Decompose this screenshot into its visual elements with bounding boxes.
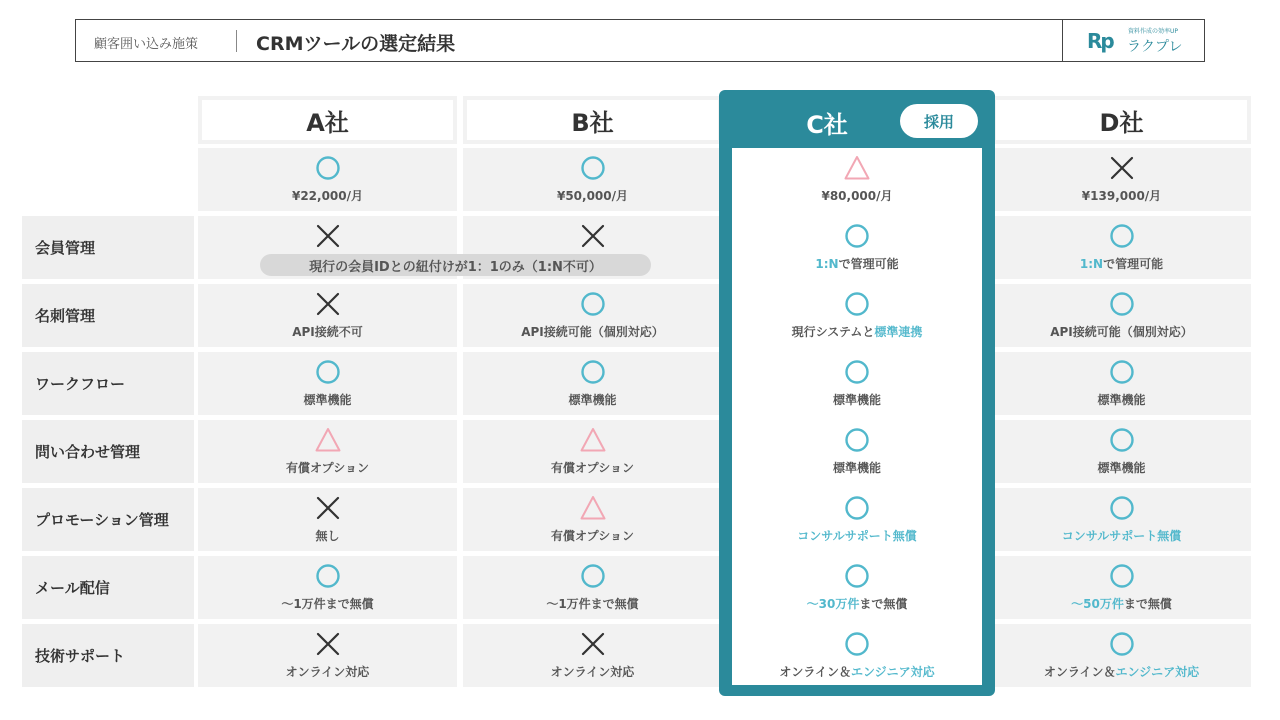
cross-icon [315, 291, 341, 317]
circle-icon [580, 291, 606, 317]
cell-text [303, 391, 351, 408]
table-cell [198, 556, 457, 612]
cell-text [1097, 459, 1145, 476]
triangle-icon [844, 155, 870, 181]
plain-text: 標準機能 [832, 393, 881, 407]
plain-text: 有償オプション [551, 529, 634, 543]
price-cell [732, 148, 982, 204]
cell-text [292, 323, 363, 340]
cell-text [1080, 255, 1163, 272]
cross-icon [580, 223, 606, 249]
circle-icon [1109, 223, 1135, 249]
plain-text: 無し [315, 529, 340, 543]
breadcrumb: 顧客囲い込み施策 [94, 37, 199, 52]
table-cell [463, 284, 722, 340]
triangle-icon [580, 427, 606, 453]
plain-text: で管理可能 [1103, 257, 1164, 271]
cell-text [1062, 527, 1181, 544]
price-text: ¥80,000/月 [821, 189, 893, 203]
column-header-label: C社 [806, 110, 848, 139]
row-label: ワークフロー [22, 352, 194, 415]
table-cell [992, 420, 1251, 476]
plain-text: まで無償 [859, 597, 908, 611]
cross-icon [580, 631, 606, 657]
logo-tagline: 資料作成の効率UP [1128, 28, 1179, 35]
circle-icon [1109, 291, 1135, 317]
column-header-label: A社 [202, 100, 453, 140]
table-cell [463, 488, 722, 544]
adopted-badge: 採用 [900, 104, 978, 138]
circle-icon [580, 155, 606, 181]
highlight-text: エンジニア対応 [1115, 665, 1200, 679]
page-title: CRMツールの選定結果 [256, 33, 456, 55]
circle-icon [1109, 495, 1135, 521]
plain-text: 有償オプション [286, 461, 369, 475]
plain-text: 標準機能 [1097, 461, 1146, 475]
plain-text: で管理可能 [838, 257, 899, 271]
cross-icon [315, 495, 341, 521]
highlight-text: 1:N [815, 257, 839, 271]
cell-text [551, 663, 635, 680]
highlight-text: ～50万件 [1071, 597, 1124, 611]
table-cell [992, 284, 1251, 340]
plain-text: API接続不可 [292, 325, 363, 339]
price-text: ¥50,000/月 [556, 189, 629, 203]
table-cell [463, 624, 722, 680]
column-header-label: B社 [467, 100, 718, 140]
cell-text [833, 391, 881, 408]
circle-icon [580, 359, 606, 385]
logo-mark-icon: Rp [1087, 29, 1113, 53]
price-cell [463, 148, 722, 204]
price-cell [992, 148, 1251, 204]
triangle-icon [315, 427, 341, 453]
cell-text [281, 595, 373, 612]
cell-text [1050, 323, 1193, 340]
cell-text [521, 323, 664, 340]
row-label: 名刺管理 [22, 284, 194, 347]
table-cell [463, 556, 722, 612]
table-cell [992, 216, 1251, 272]
circle-icon [844, 495, 870, 521]
table-cell [198, 488, 457, 544]
circle-icon [1109, 563, 1135, 589]
circle-icon [1109, 631, 1135, 657]
cross-icon [315, 223, 341, 249]
highlight-text: コンサルサポート無償 [1061, 529, 1182, 543]
table-cell [732, 216, 982, 272]
circle-icon [844, 631, 870, 657]
cell-text [815, 255, 898, 272]
triangle-icon [580, 495, 606, 521]
plain-text: 標準機能 [832, 461, 881, 475]
logo [1062, 20, 1204, 61]
plain-text: 標準機能 [1097, 393, 1146, 407]
cell-text [551, 459, 634, 476]
circle-icon [844, 223, 870, 249]
circle-icon [844, 359, 870, 385]
table-cell [198, 284, 457, 340]
plain-text: 標準機能 [568, 393, 617, 407]
circle-icon [315, 359, 341, 385]
shared-note-pill: 現行の会員IDとの紐付けが1：1のみ（1:N不可） [260, 254, 651, 276]
price-text: ¥139,000/月 [1081, 189, 1162, 203]
cell-text [286, 663, 370, 680]
cell-text [1071, 595, 1172, 612]
circle-icon [1109, 359, 1135, 385]
plain-text: API接続可能（個別対応） [1050, 325, 1193, 339]
circle-icon [844, 563, 870, 589]
slide-header [75, 19, 1205, 62]
table-cell [992, 488, 1251, 544]
plain-text: オンライン＆ [1043, 665, 1116, 679]
row-label: 会員管理 [22, 216, 194, 279]
plain-text: 有償オプション [551, 461, 634, 475]
table-cell [992, 352, 1251, 408]
table-cell [732, 284, 982, 340]
table-cell [992, 624, 1251, 680]
circle-icon [1109, 427, 1135, 453]
highlight-text: 標準連携 [874, 325, 923, 339]
cell-text [779, 663, 934, 680]
plain-text: オンライン対応 [285, 665, 370, 679]
table-cell [732, 420, 982, 476]
table-cell [463, 216, 722, 249]
price-cell [198, 148, 457, 204]
cell-text [568, 391, 616, 408]
highlight-text: エンジニア対応 [850, 665, 935, 679]
plain-text: ～1万件まで無償 [546, 597, 639, 611]
cell-text [315, 527, 339, 544]
plain-text: 現行システムと [791, 325, 875, 339]
circle-icon [844, 427, 870, 453]
row-label: プロモーション管理 [22, 488, 194, 551]
circle-icon [315, 563, 341, 589]
cell-text [797, 527, 916, 544]
cell-text [546, 595, 638, 612]
cell-text [833, 459, 881, 476]
plain-text: まで無償 [1123, 597, 1172, 611]
plain-text: API接続可能（個別対応） [521, 325, 664, 339]
plain-text: オンライン＆ [779, 665, 851, 679]
row-label: 問い合わせ管理 [22, 420, 194, 483]
highlight-text: ～30万件 [806, 597, 860, 611]
logo-text: ラクプレ [1127, 39, 1183, 55]
table-cell [463, 420, 722, 476]
table-cell [198, 216, 457, 249]
cell-text [792, 323, 923, 340]
cross-icon [315, 631, 341, 657]
plain-text: ～1万件まで無償 [281, 597, 374, 611]
plain-text: 標準機能 [303, 393, 352, 407]
table-cell [732, 556, 982, 612]
cross-icon [1109, 155, 1135, 181]
cell-text [1044, 663, 1199, 680]
circle-icon [844, 291, 870, 317]
table-cell [198, 420, 457, 476]
table-cell [198, 352, 457, 408]
circle-icon [315, 155, 341, 181]
table-cell [463, 352, 722, 408]
highlight-text: 1:N [1079, 257, 1104, 271]
cell-text [807, 595, 908, 612]
header-divider [236, 30, 237, 52]
highlight-text: コンサルサポート無償 [797, 529, 917, 543]
table-cell [198, 624, 457, 680]
row-label: メール配信 [22, 556, 194, 619]
table-cell [732, 352, 982, 408]
plain-text: オンライン対応 [550, 665, 635, 679]
price-text: ¥22,000/月 [291, 189, 364, 203]
table-cell [992, 556, 1251, 612]
cell-text [1097, 391, 1145, 408]
row-label: 技術サポート [22, 624, 194, 687]
cell-text [551, 527, 634, 544]
table-cell [732, 624, 982, 680]
table-cell [732, 488, 982, 544]
circle-icon [580, 563, 606, 589]
cell-text [286, 459, 369, 476]
column-header-label: D社 [996, 100, 1247, 140]
